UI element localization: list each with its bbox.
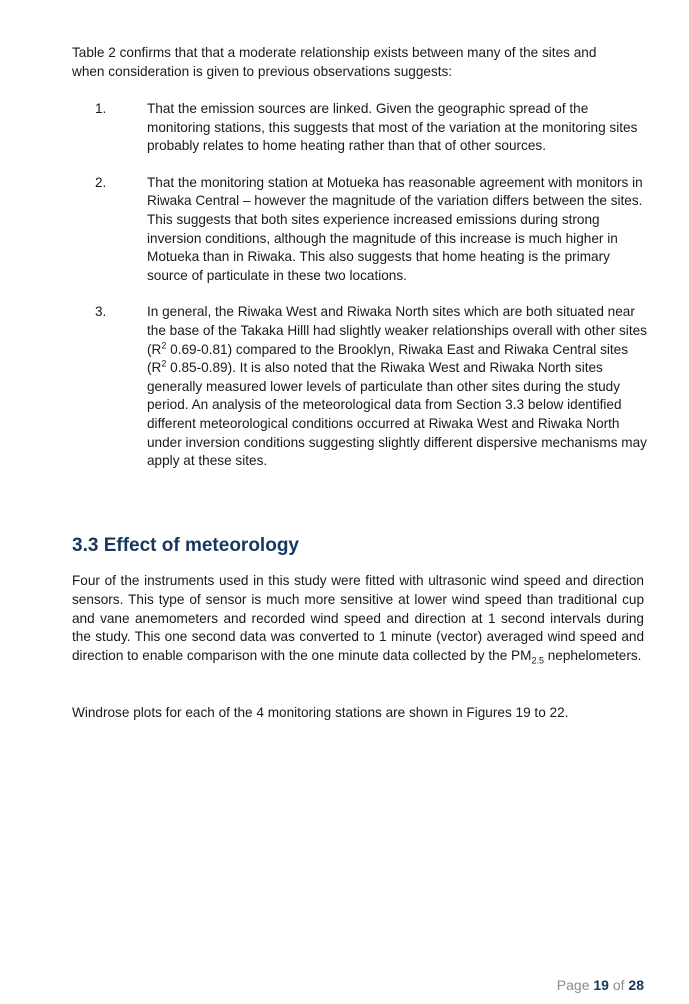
list-item-text-part: 0.85-0.89). It is also noted that the Riwaka West and Riwaka North sites generally measured lower levels of particulate than other sites during the study period. An analysis of the meteorological data from Section 3.3 below identified different meteorological conditions occurred at Riwaka West and Riwaka North under inversion conditions suggesting slightly different dispersive mechanisms may apply at these sites.	[147, 360, 647, 469]
list-item-text: That the emission sources are linked. Given the geographic spread of the monitoring stations, this suggests that most of the variation at the monitoring sites probably relates to home heating rather than that of other sources.	[147, 101, 638, 154]
list-item-number: 3.	[95, 304, 107, 320]
observations-list	[72, 100, 648, 489]
list-item	[72, 303, 648, 470]
list-item-number: 2.	[95, 174, 107, 190]
of-label: of	[612, 977, 625, 993]
superscript: 2	[161, 340, 167, 350]
list-item-text-part: In general, the Riwaka West and Riwaka North sites which are both situated near the base of the Takaka Hilll had slightly weaker relationships overall with other sites (R	[147, 304, 647, 357]
intro-paragraph: Table 2 confirms that that a moderate relationship exists between many of the sites and when consideration is given to previous observations suggests:	[72, 45, 597, 79]
list-item-text	[147, 304, 647, 468]
page-number: 19	[593, 977, 609, 993]
meteorology-paragraph	[72, 572, 644, 666]
total-pages: 28	[628, 977, 644, 993]
page-label: Page	[556, 977, 590, 993]
list-item-number: 1.	[95, 101, 107, 116]
superscript: 2	[161, 358, 167, 369]
page-footer	[557, 977, 644, 993]
subscript: 2.5	[531, 655, 544, 666]
paragraph-text: nephelometers.	[543, 648, 642, 664]
list-item	[72, 100, 648, 156]
paragraph-text: Four of the instruments used in this study were fitted with ultrasonic wind speed and direction sensors. This type of sensor is much more sensitive at lower wind speed than traditional cup and vane anemometers and recorded wind speed and direction at 1 second intervals during the study. This one second data was converted to 1 minute (vector) averaged wind speed and direction to enable comparison with the one minute data collected by the PM	[72, 573, 644, 664]
list-item-text-part: 0.69-0.81) compared to the Brooklyn, Riwaka East and Riwaka Central sites (R	[147, 341, 629, 376]
section-heading: 3.3 Effect of meteorology	[72, 535, 299, 556]
list-item-text: That the monitoring station at Motueka has reasonable agreement with monitors in Riwaka Central – however the magnitude of the variation differs between the sites. This suggests that both sites experience increased emissions during strong inversion conditions, although the magnitude of this increase is much higher in Motueka than in Riwaka. This also suggests that home heating is the primary source of particulate in these two locations.	[147, 174, 643, 283]
windrose-paragraph: Windrose plots for each of the 4 monitoring stations are shown in Figures 19 to 22.	[72, 705, 569, 720]
list-item	[72, 174, 648, 286]
